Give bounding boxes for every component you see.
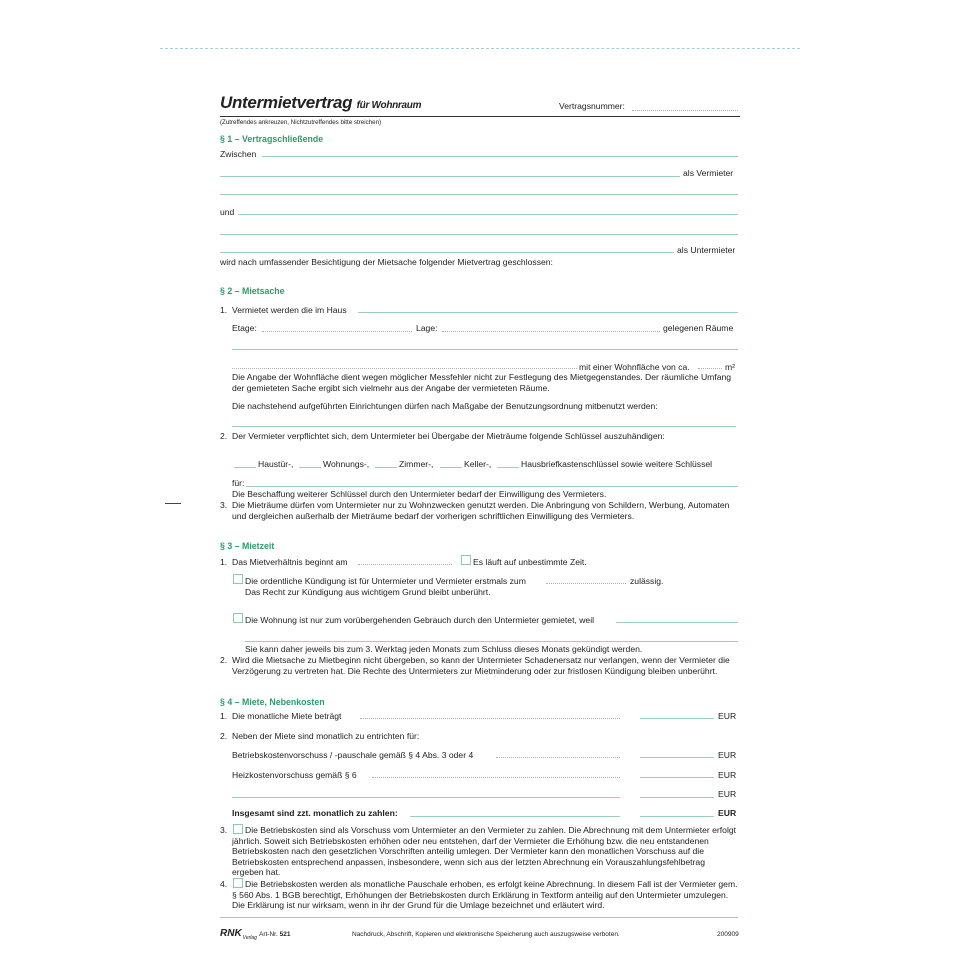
header-note: (Zutreffendes ankreuzen, Nichtzutreffendes bitte streichen) xyxy=(220,119,382,126)
heating-currency: EUR xyxy=(718,770,737,780)
s3-item2-text: Wird die Mietsache zu Mietbeginn nicht übergeben, so kann der Untermieter Schadenersatz nur verlangen, wenn der Vermieter die Verzögerung zu vertreten hat. Die Rechte des Untermieters zur Mietminderung oder zur fristlosen Kündigung bleiben unberührt. xyxy=(232,655,730,676)
contract-number-field[interactable] xyxy=(632,110,738,111)
key-label-2: Wohnungs-, xyxy=(323,459,370,469)
rooms-line-2[interactable] xyxy=(232,368,577,369)
area-unit: m² xyxy=(725,362,736,372)
total-amount-field[interactable] xyxy=(640,816,714,817)
party2-line-1[interactable] xyxy=(238,214,738,215)
section-2-heading: § 2 – Mietsache xyxy=(220,286,285,296)
s2-num-3: 3. xyxy=(220,500,228,510)
s2-item1-text: Vermietet werden die im Haus xyxy=(232,305,347,315)
party1-line-1[interactable] xyxy=(262,156,738,157)
house-field[interactable] xyxy=(358,312,738,313)
s3-num-2: 2. xyxy=(220,655,228,665)
area-note: Die Angabe der Wohnfläche dient wegen möglicher Messfehler nicht zur Festlegung des Mietgegenstandes. Der räumliche Umfang der gemieteten Sache ergibt sich vielmehr aus der Angabe der vermieteten Räume. xyxy=(232,372,732,393)
key-label-4: Keller-, xyxy=(464,459,492,469)
key-label-1: Haustür-, xyxy=(258,459,294,469)
location-field[interactable] xyxy=(442,331,660,332)
s4-num-3: 3. xyxy=(220,825,228,835)
section-1-heading: § 1 – Vertragschließende xyxy=(220,134,324,144)
party2-line-2[interactable] xyxy=(220,234,738,235)
additional-label: Neben der Miete sind monatlich zu entrichten für: xyxy=(232,731,420,741)
location-label: Lage: xyxy=(416,323,438,333)
key-count-5[interactable] xyxy=(497,467,519,468)
section-3-heading: § 3 – Mietzeit xyxy=(220,541,275,551)
start-label: Das Mietverhältnis beginnt am xyxy=(232,557,348,567)
form-code: 200909 xyxy=(717,931,739,938)
floor-field[interactable] xyxy=(262,331,412,332)
temporary-text: Die Wohnung ist nur zum vorübergehenden Gebrauch durch den Untermieter gemietet, weil xyxy=(245,615,595,625)
operating-leader xyxy=(496,757,620,758)
indefinite-label: Es läuft auf unbestimmte Zeit. xyxy=(473,557,587,567)
s4-num-2: 2. xyxy=(220,731,228,741)
header-rule xyxy=(220,116,740,117)
rent-currency: EUR xyxy=(718,711,737,721)
area-field[interactable] xyxy=(698,368,722,369)
contract-number-label: Vertragsnummer: xyxy=(559,101,625,111)
s2-num-1: 1. xyxy=(220,305,228,315)
party1-line-2[interactable] xyxy=(220,176,680,177)
total-leader xyxy=(410,816,620,817)
area-label: mit einer Wohnfläche von ca. xyxy=(579,362,690,372)
s3-num-1: 1. xyxy=(220,557,228,567)
s2-item2-text: Der Vermieter verpflichtet sich, dem Untermieter bei Übergabe der Mieträume folgende Schlüssel auszuhändigen: xyxy=(232,431,665,441)
footer-rule xyxy=(220,917,738,918)
facilities-text: Die nachstehend aufgeführten Einrichtungen dürfen nach Maßgabe der Benutzungsordnung mitbenutzt werden: xyxy=(232,401,658,411)
key-count-2[interactable] xyxy=(299,467,321,468)
temporary-note: Sie kann daher jeweils bis zum 3. Werktag jeden Monats zum Schluss dieses Monats gekündigt werden. xyxy=(245,644,643,654)
temporary-reason-2[interactable] xyxy=(245,641,738,642)
total-currency: EUR xyxy=(718,808,737,818)
key-count-3[interactable] xyxy=(375,467,397,468)
contract-page xyxy=(220,0,740,960)
key-label-5: Hausbriefkastenschlüssel sowie weitere Schlüssel xyxy=(521,459,713,469)
key-count-1[interactable] xyxy=(234,467,256,468)
for-label: für: xyxy=(232,478,245,488)
key-count-4[interactable] xyxy=(440,467,462,468)
rooms-label: gelegenen Räume xyxy=(663,323,734,333)
s2-num-2: 2. xyxy=(220,431,228,441)
copyright-notice: Nachdruck, Abschrift, Kopieren und elektronische Speicherung auch auszugsweise verboten. xyxy=(352,931,620,938)
start-date-field[interactable] xyxy=(358,564,452,565)
page-title: Untermietvertrag für Wohnraum xyxy=(220,93,422,112)
termination-text: Die ordentliche Kündigung ist für Untermieter und Vermieter erstmals zum xyxy=(245,576,526,586)
facilities-field[interactable] xyxy=(232,426,736,427)
s4-num-4: 4. xyxy=(220,879,228,889)
closing-text: wird nach umfassender Besichtigung der Mietsache folgender Mietvertrag geschlossen: xyxy=(220,257,553,267)
more-keys-text: Die Beschaffung weiterer Schlüssel durch den Untermieter bedarf der Einwilligung des Vermieters. xyxy=(232,489,607,499)
other-currency: EUR xyxy=(718,789,737,799)
and-label: und xyxy=(220,207,235,217)
other-amount-field[interactable] xyxy=(640,797,714,798)
termination-date-field[interactable] xyxy=(546,583,626,584)
heating-leader xyxy=(372,777,620,778)
s4-item4-text: Die Betriebskosten werden als monatliche Pauschale erhoben, es erfolgt keine Abrechnung. In diesem Fall ist der Vermieter gem. § 560 Abs. 1 BGB berechtigt, Erhöhungen der Betriebskosten durch Erklärung in Textform anteilig auf den Untermieter umzulegen. Die Erklärung ist nur wirksam, wenn in ihr der Grund für die Umlage bezeichnet und erläutert wird. xyxy=(232,879,738,910)
permitted-label: zulässig. xyxy=(630,576,664,586)
operating-costs-label: Betriebskostenvorschuss / -pauschale gemäß § 4 Abs. 3 oder 4 xyxy=(232,750,474,760)
article-number: Art-Nr. 521 xyxy=(259,931,291,938)
between-label: Zwischen xyxy=(220,149,257,159)
other-costs-label-field[interactable] xyxy=(232,797,620,798)
total-label: Insgesamt sind zzt. monatlich zu zahlen: xyxy=(232,808,398,818)
temporary-reason-1[interactable] xyxy=(616,622,738,623)
termination-note: Das Recht zur Kündigung aus wichtigem Grund bleibt unberührt. xyxy=(245,587,491,597)
s4-item3-text: Die Betriebskosten sind als Vorschuss vom Untermieter an den Vermieter zu zahlen. Die Abrechnung mit dem Untermieter erfolgt jährlich. Soweit sich Betriebskosten erhöhen oder neu entstehen, darf der Vermieter die Erhöhung bzw. die neu entstandenen Betriebskosten nach den gesetzlichen Vorschriften anteilig umlegen. Der Vermieter kann den monatlichen Vorschuss auf die Betriebskosten entsprechend anpassen, insbesondere, wenn sich aus der letzten Abrechnung ein Vorauszahlungsfehlbetrag ergeben hat. xyxy=(232,825,737,877)
operating-currency: EUR xyxy=(718,750,737,760)
heating-amount-field[interactable] xyxy=(640,777,714,778)
fold-mark xyxy=(165,503,181,504)
rent-leader xyxy=(360,718,620,719)
publisher-logo: $RNK_{Verlag}$ xyxy=(220,928,257,941)
section-4-heading: § 4 – Miete, Nebenkosten xyxy=(220,697,325,707)
landlord-label: als Vermieter xyxy=(683,168,734,178)
termination-checkbox[interactable] xyxy=(233,574,243,584)
s4-num-1: 1. xyxy=(220,711,228,721)
key-label-3: Zimmer-, xyxy=(399,459,434,469)
keys-for-field[interactable] xyxy=(246,486,738,487)
rooms-line-1[interactable] xyxy=(232,349,738,350)
subtenant-label: als Untermieter xyxy=(677,245,736,255)
party2-line-3[interactable] xyxy=(220,252,674,253)
operating-amount-field[interactable] xyxy=(640,757,714,758)
indefinite-checkbox[interactable] xyxy=(461,555,471,565)
s2-item3-text: Die Mieträume dürfen vom Untermieter nur zu Wohnzwecken genutzt werden. Die Anbringung von Schildern, Werbung, Automaten und dergleichen außerhalb der Mieträume bedarf der vorherigen schriftlichen Einwilligung des Vermieters. xyxy=(232,500,730,521)
rent-label: Die monatliche Miete beträgt xyxy=(232,711,342,721)
temporary-checkbox[interactable] xyxy=(233,613,243,623)
party1-line-3[interactable] xyxy=(220,194,738,195)
floor-label: Etage: xyxy=(232,323,257,333)
rent-amount-field[interactable] xyxy=(640,718,714,719)
heating-costs-label: Heizkostenvorschuss gemäß § 6 xyxy=(232,770,357,780)
